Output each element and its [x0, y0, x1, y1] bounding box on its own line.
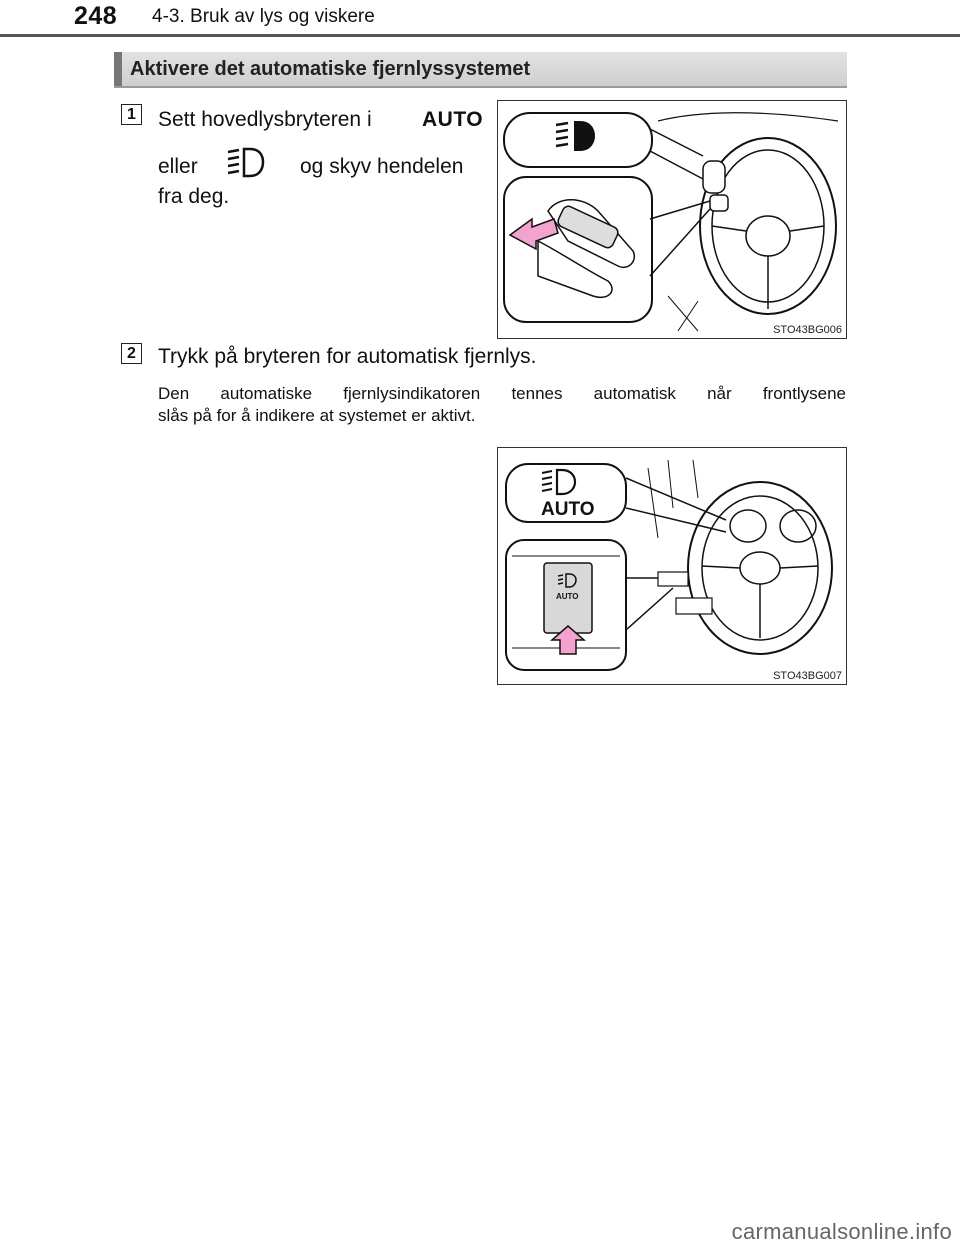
step1-text-part1: Sett hovedlysbryteren i: [158, 108, 372, 131]
lever-illustration: [498, 101, 845, 337]
auto-label-figure: AUTO: [541, 499, 595, 520]
page-number: 248: [74, 2, 118, 30]
headlight-icon: [226, 146, 266, 182]
step2-text: Trykk på bryteren for automatisk fjernlys.: [158, 345, 537, 368]
section-accent: [114, 52, 122, 86]
figure-headlight-lever: [497, 100, 847, 339]
watermark: carmanualsonline.info: [731, 1219, 952, 1244]
step-number-1: 1: [121, 104, 142, 125]
auto-label-inline: AUTO: [422, 108, 484, 131]
auto-label-small: AUTO: [556, 592, 579, 601]
header-rule: [0, 34, 960, 37]
step2-note-line2: slås på for å indikere at systemet er aktivt.: [158, 406, 476, 425]
chapter-title: 4-3. Bruk av lys og viskere: [152, 6, 375, 27]
step1-text-eller: eller: [158, 155, 198, 178]
step2-note-line1: Den automatiske fjernlysindikatoren tennes automatisk når frontlysene: [158, 384, 846, 403]
step-number-2: 2: [121, 343, 142, 364]
switch-illustration: [498, 448, 845, 683]
step1-text-part2: og skyv hendelen: [300, 155, 464, 178]
section-title: Aktivere det automatiske fjernlyssystemet: [130, 58, 531, 80]
figure2-caption: STO43BG007: [773, 670, 842, 682]
figure-auto-high-beam-switch: [497, 447, 847, 685]
step1-text-part3: fra deg.: [158, 185, 230, 208]
figure1-caption: STO43BG006: [773, 324, 842, 336]
section-heading-bar: [114, 52, 847, 88]
